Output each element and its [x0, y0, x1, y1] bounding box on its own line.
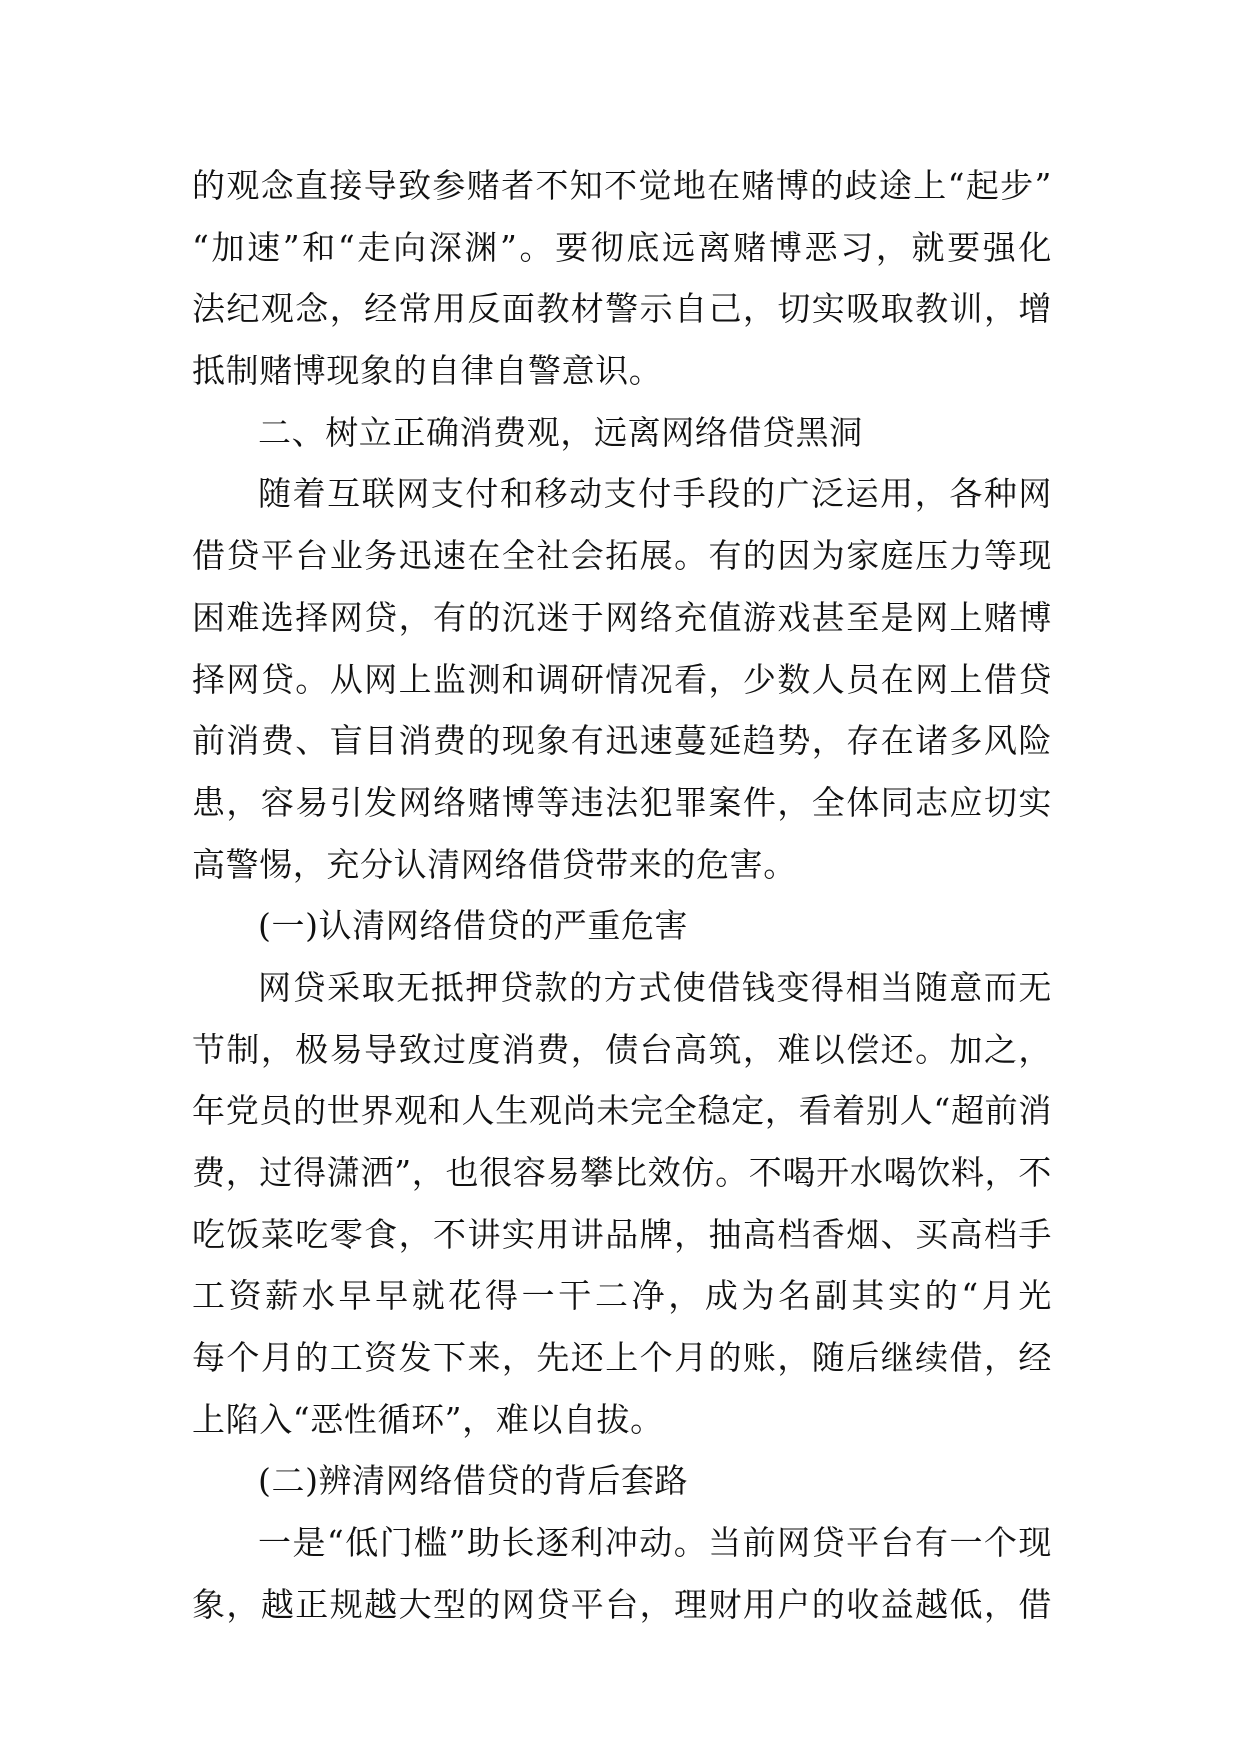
text-line: 网贷采取无抵押贷款的方式使借钱变得相当随意而无: [258, 967, 1052, 1007]
text-line: 上陷入“恶性循环”，难以自拔。: [192, 1399, 664, 1439]
text-line: 高警惕，充分认清网络借贷带来的危害。: [192, 844, 797, 884]
text-line: 节制，极易导致过度消费，债台高筑，难以偿还。加之，: [192, 1029, 1052, 1069]
text-line: 借贷平台业务迅速在全社会拓展。有的因为家庭压力等现: [192, 536, 1052, 576]
section-heading: 二、树立正确消费观，远离网络借贷黑洞: [258, 412, 863, 452]
text-line: 年党员的世界观和人生观尚未完全稳定，看着别人“超前消: [192, 1091, 1052, 1131]
text-line: 择网贷。从网上监测和调研情况看，少数人员在网上借贷: [192, 659, 1052, 699]
text-line: 前消费、盲目消费的现象有迅速蔓延趋势，存在诸多风险: [192, 721, 1052, 761]
body-text: [192, 155, 1052, 1636]
text-line: 困难选择网贷，有的沉迷于网络充值游戏甚至是网上赌博: [192, 597, 1052, 637]
text-line: 每个月的工资发下来，先还上个月的账，随后继续借，经: [192, 1338, 1052, 1378]
text-line: 抵制赌博现象的自律自警意识。: [192, 351, 663, 391]
text-line: 一是“低门槛”助长逐利冲动。当前网贷平台有一个现: [258, 1523, 1052, 1563]
text-line: “加速”和“走向深渊”。要彻底远离赌博恶习，就要强化: [192, 227, 1052, 267]
text-line: 法纪观念，经常用反面教材警示自己，切实吸取教训，增: [192, 289, 1052, 329]
text-line: 随着互联网支付和移动支付手段的广泛运用，各种网: [258, 474, 1052, 514]
text-line: 患，容易引发网络赌博等违法犯罪案件，全体同志应切实: [192, 782, 1052, 822]
text-line: 的观念直接导致参赌者不知不觉地在赌博的歧途上“起步”: [192, 166, 1052, 205]
text-line: 象，越正规越大型的网贷平台，理财用户的收益越低，借: [192, 1584, 1052, 1624]
subsection-heading: (二)辨清网络借贷的背后套路: [258, 1461, 689, 1501]
text-line: 工资薪水早早就花得一干二净，成为名副其实的“月光: [192, 1276, 1052, 1316]
text-line: 吃饭菜吃零食，不讲实用讲品牌，抽高档香烟、买高档手: [192, 1214, 1052, 1254]
text-line: 费，过得潇洒”，也很容易攀比效仿。不喝开水喝饮料，不: [192, 1153, 1052, 1192]
subsection-heading: (一)认清网络借贷的严重危害: [258, 906, 689, 946]
